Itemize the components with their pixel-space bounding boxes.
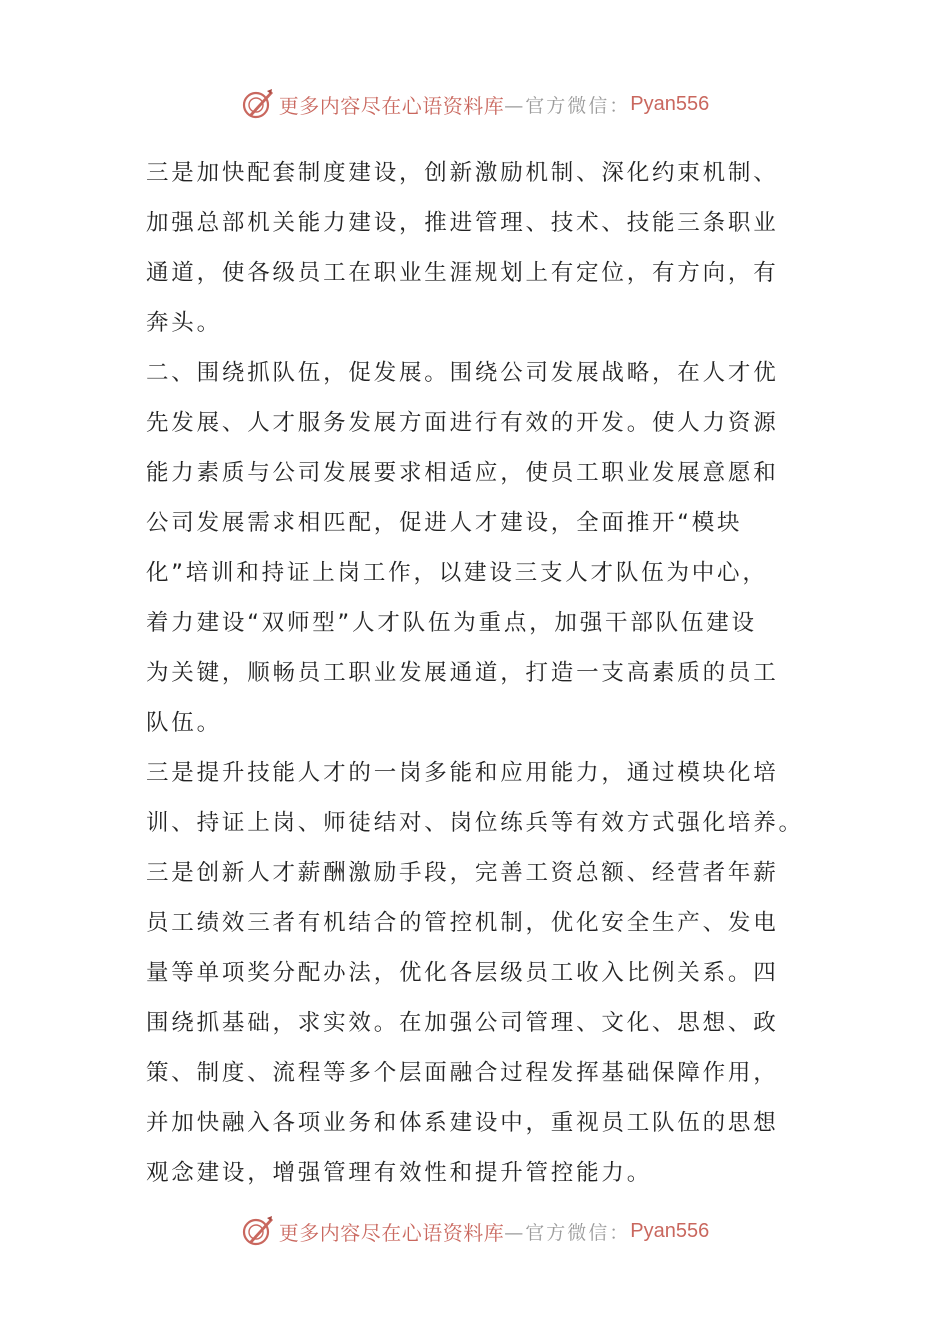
body-text-line: 观念建设，增强管理有效性和提升管控能力。 [146, 1160, 653, 1186]
pen-logo-icon [241, 1214, 275, 1248]
body-text-line: 队伍。 [146, 710, 222, 736]
banner-subtitle: —官方微信： [504, 1221, 631, 1244]
body-text-line: 通道，使各级员工在职业生涯规划上有定位，有方向，有 [146, 260, 779, 286]
body-text-line: 奔头。 [146, 310, 222, 336]
body-text-line: 化”培训和持证上岗工作，以建设三支人才队伍为中心， [146, 560, 768, 586]
body-text-line: 着力建设“双师型”人才队伍为重点，加强干部队伍建设 [146, 610, 757, 636]
body-text-line: 策、制度、流程等多个层面融合过程发挥基础保障作用， [146, 1060, 779, 1086]
body-text-line: 训、持证上岗、师徒结对、岗位练兵等有效方式强化培养。 [146, 810, 804, 836]
body-text-line: 三是提升技能人才的一岗多能和应用能力，通过模块化培 [146, 760, 779, 786]
body-text-line: 二、围绕抓队伍，促发展。围绕公司发展战略，在人才优 [146, 360, 779, 386]
body-text-line: 公司发展需求相匹配，促进人才建设，全面推开“模块 [146, 510, 743, 536]
body-text-line: 先发展、人才服务发展方面进行有效的开发。使人力资源 [146, 410, 779, 436]
body-text-line: 加强总部机关能力建设，推进管理、技术、技能三条职业 [146, 210, 779, 236]
banner-subtitle: —官方微信： [504, 94, 631, 117]
body-text-line: 三是创新人才薪酬激励手段，完善工资总额、经营者年薪 [146, 860, 779, 886]
banner-wechat-id: Pyan556 [630, 1219, 710, 1242]
document-body [146, 148, 810, 1198]
body-text-line: 并加快融入各项业务和体系建设中，重视员工队伍的思想 [146, 1110, 779, 1136]
banner-title: 更多内容尽在心语资料库 [278, 93, 505, 118]
footer-banner [0, 1211, 950, 1251]
pen-logo-icon [241, 87, 275, 121]
body-text-line: 围绕抓基础，求实效。在加强公司管理、文化、思想、政 [146, 1010, 779, 1036]
body-text-line: 量等单项奖分配办法，优化各层级员工收入比例关系。四 [146, 960, 779, 986]
body-text-line: 三是加快配套制度建设，创新激励机制、深化约束机制、 [146, 160, 779, 186]
banner-title: 更多内容尽在心语资料库 [278, 1220, 505, 1245]
body-text-line: 为关键，顺畅员工职业发展通道，打造一支高素质的员工 [146, 660, 779, 686]
header-banner [0, 84, 950, 124]
body-text-line: 能力素质与公司发展要求相适应，使员工职业发展意愿和 [146, 460, 779, 486]
body-text-line: 员工绩效三者有机结合的管控机制，优化安全生产、发电 [146, 910, 779, 936]
banner-wechat-id: Pyan556 [630, 92, 710, 115]
